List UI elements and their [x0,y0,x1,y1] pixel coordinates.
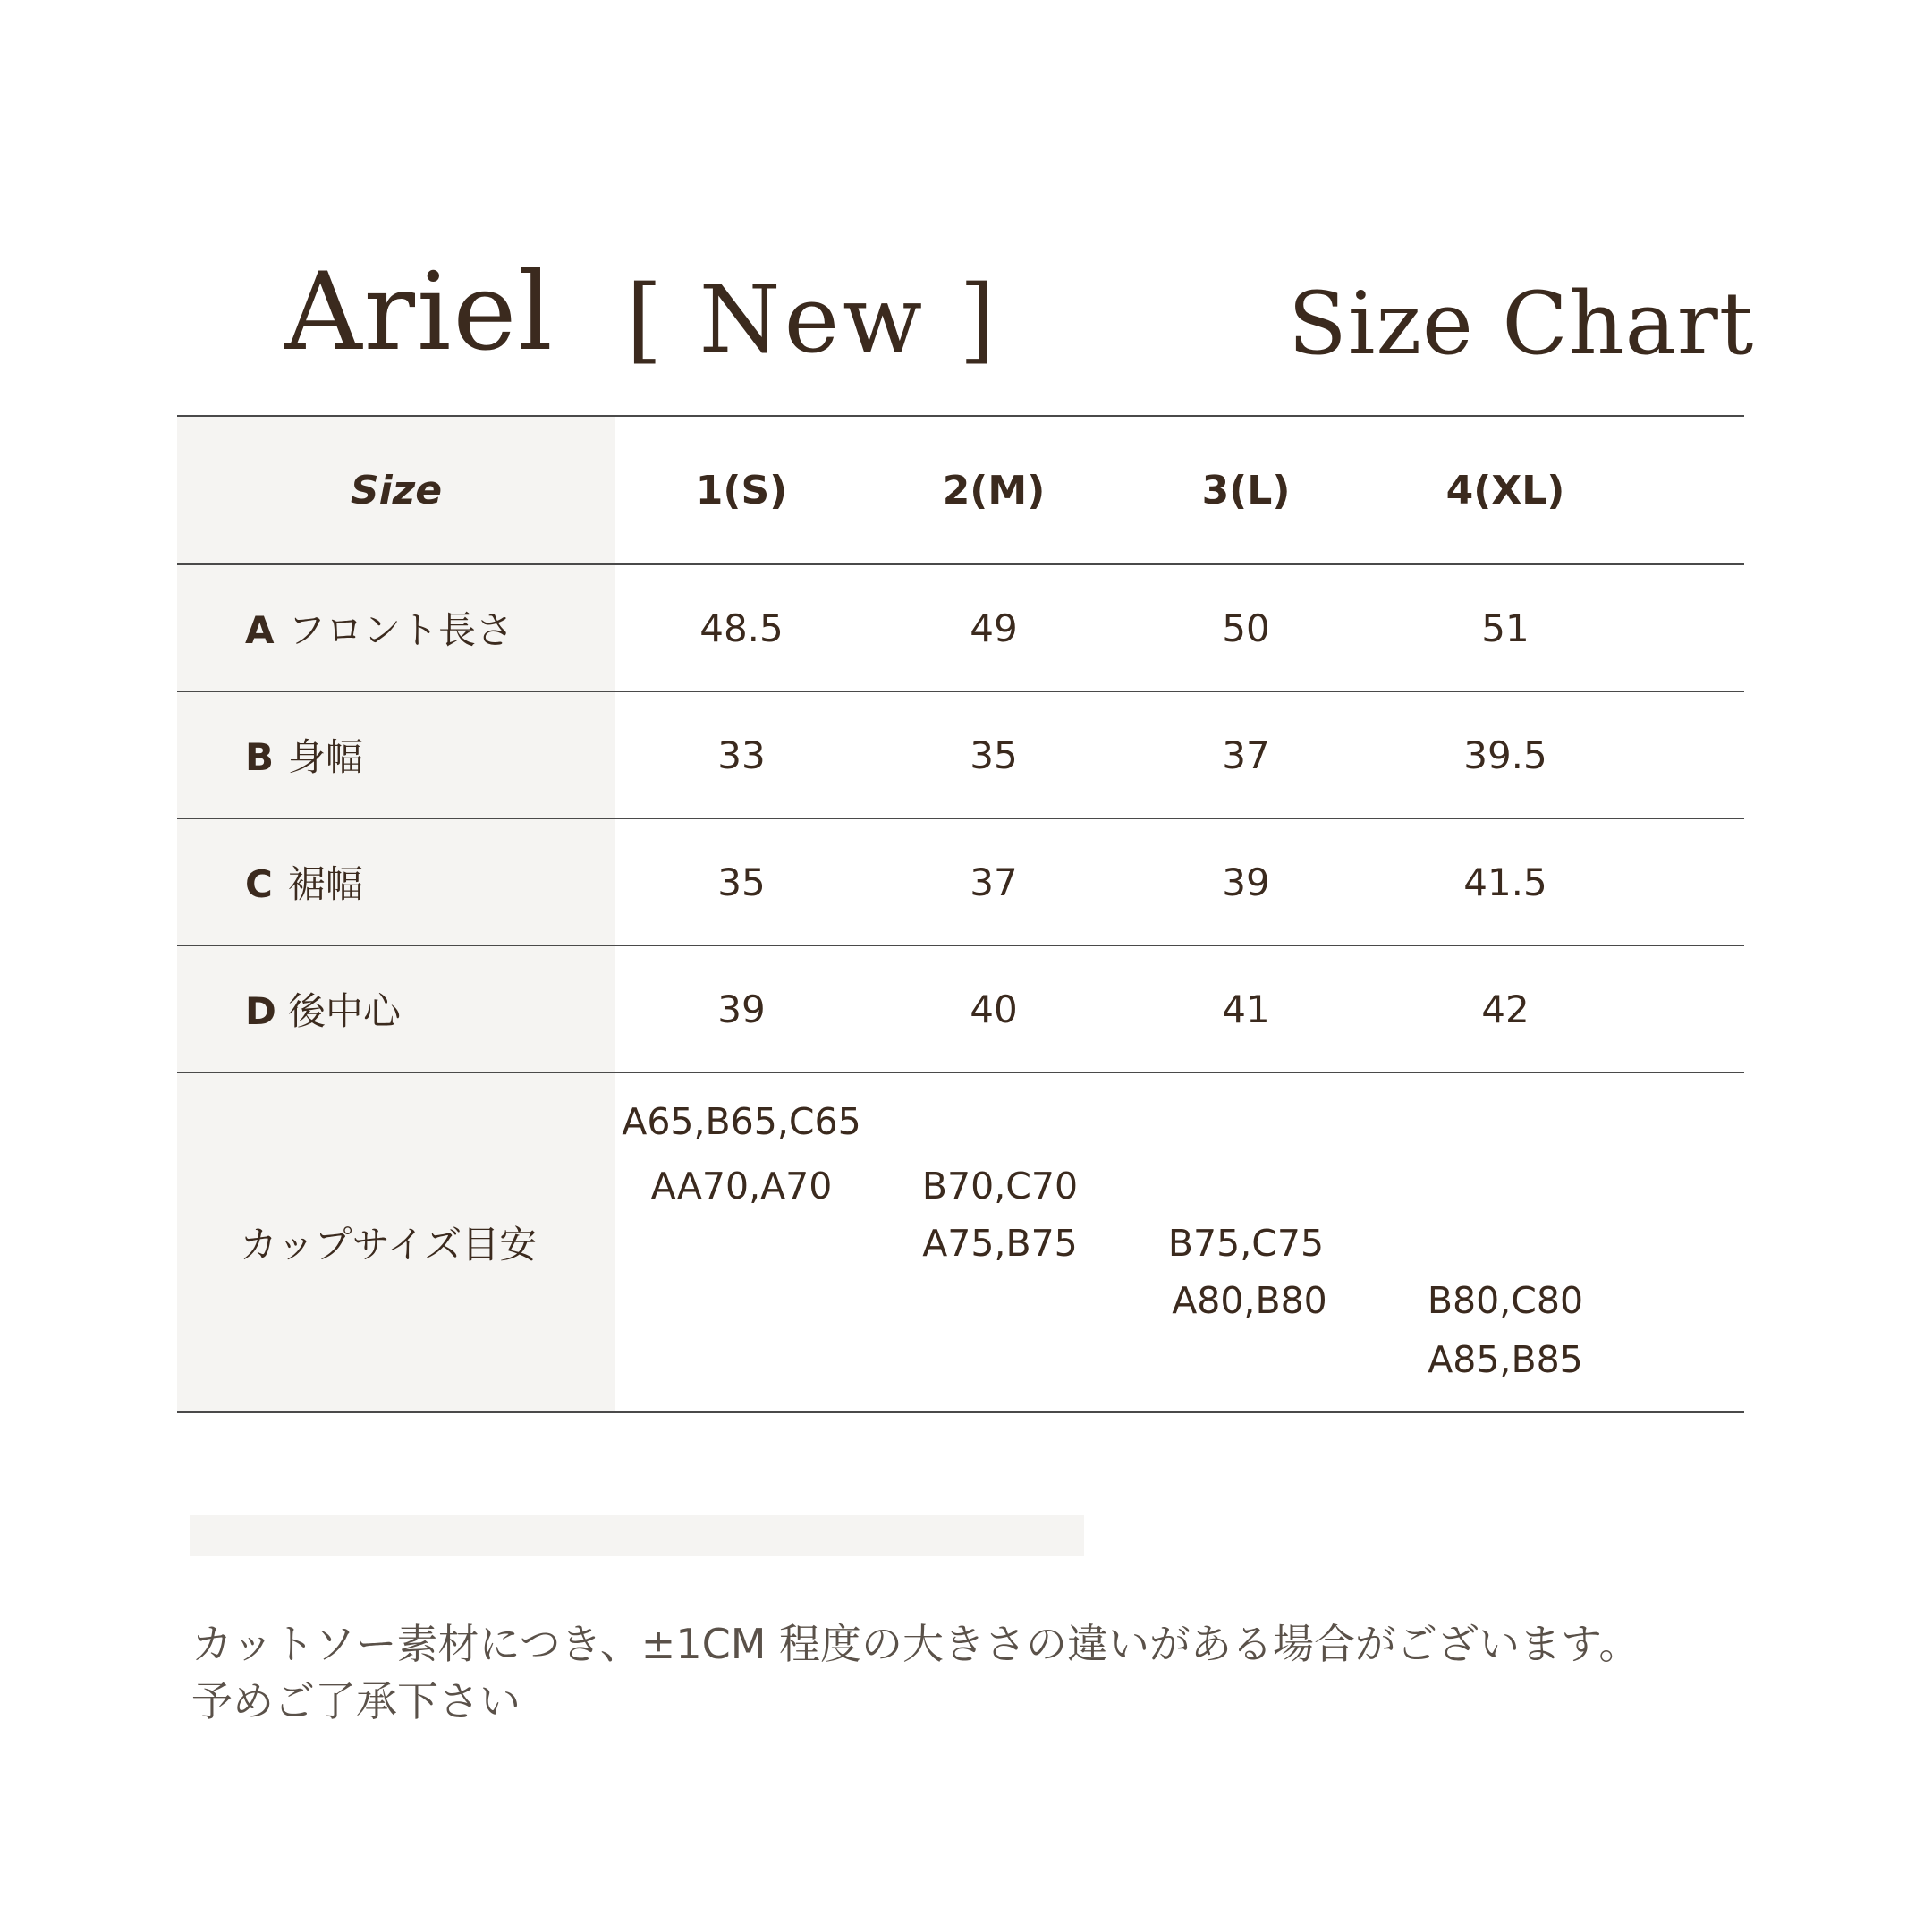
table-cell: 41.5 [1463,860,1547,904]
row-label [177,818,615,945]
cup-size-label: カップサイズ目安 [177,1072,615,1412]
row-letter: B [245,735,275,779]
cup-value: B80,C80 [1427,1279,1584,1322]
table-spacer [1639,1072,1744,1412]
cup-value: A65,B65,C65 [622,1100,861,1143]
table-spacer [1639,945,1744,1072]
table-row [177,691,1744,818]
table-spacer [1639,564,1744,691]
note-divider-bar [190,1515,1084,1556]
table-cell: 39 [1222,860,1270,904]
table-cell: 37 [970,860,1018,904]
size-table [177,415,1744,1413]
row-label-text: 裾幅 [288,862,364,906]
table-cell: 41 [1222,987,1270,1031]
cup-cell-l [1120,1072,1372,1412]
cup-cell-s [615,1072,868,1412]
table-spacer [1639,416,1744,564]
row-label-text: 身幅 [288,735,364,779]
table-cell: 40 [970,987,1018,1031]
size-header-s: 1(S) [695,467,788,513]
row-label-text: フロント長さ [288,608,514,652]
table-cell: 49 [970,606,1018,650]
size-header-label: Size [177,416,615,564]
table-cell: 33 [717,733,766,777]
table-cell: 42 [1481,987,1530,1031]
table-row [177,564,1744,691]
table-cell: 35 [717,860,766,904]
table-row [177,818,1744,945]
table-spacer [1639,691,1744,818]
cup-value: B75,C75 [1167,1222,1325,1265]
cup-value: A80,B80 [1172,1279,1327,1322]
cup-value: A75,B75 [922,1222,1078,1265]
table-cell: 48.5 [699,606,784,650]
table-cell: 50 [1222,606,1270,650]
row-letter: D [245,989,276,1033]
table-cell: 39.5 [1463,733,1547,777]
cup-value: B70,C70 [921,1165,1079,1208]
table-cell: 51 [1481,606,1530,650]
table-spacer [1639,818,1744,945]
size-header-m: 2(M) [942,467,1046,513]
cup-value: AA70,A70 [650,1165,833,1208]
table-cell: 35 [970,733,1018,777]
row-letter: C [245,862,273,906]
table-row [177,945,1744,1072]
cup-cell-xl [1372,1072,1639,1412]
note-line: 予めご了承下さい [191,1677,521,1725]
row-label [177,945,615,1072]
size-header-l: 3(L) [1201,467,1291,513]
table-cell: 37 [1222,733,1270,777]
row-label [177,564,615,691]
size-note [191,1615,1766,1730]
table-cell: 39 [717,987,766,1031]
cup-cell-m [868,1072,1120,1412]
cup-value: A85,B85 [1428,1338,1583,1381]
note-line: カットソー素材につき、±1CM 程度の大きさの違いがある場合がございます。 [191,1620,1640,1668]
size-header-xl: 4(XL) [1445,467,1565,513]
row-label [177,691,615,818]
cup-size-row [177,1072,1744,1412]
row-letter: A [245,608,275,652]
table-header-row [177,416,1744,564]
new-tag: [ New ] [626,265,999,374]
chart-heading: Size Chart [1288,274,1755,374]
row-label-text: 後中心 [288,989,402,1033]
product-name: Ariel [284,250,555,375]
